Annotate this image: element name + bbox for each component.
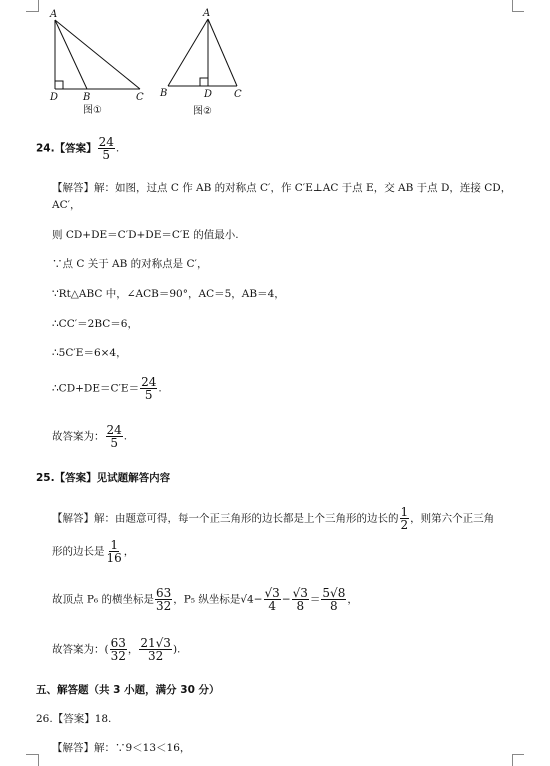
figure-2 bbox=[168, 19, 237, 86]
fig2-label-c: C bbox=[234, 89, 242, 100]
fraction-numerator: √3 bbox=[292, 586, 308, 600]
fraction-denominator: 32 bbox=[148, 649, 164, 663]
fraction-denominator: 2 bbox=[400, 518, 409, 532]
figure-1 bbox=[55, 20, 140, 89]
line-text: 故答案为：( bbox=[52, 643, 109, 656]
q26-solution-line-1: 【解答】解：∵9＜13＜16， bbox=[52, 742, 191, 754]
q24-solution-line-1: 【解答】解：如图，过点 C 作 AB 的对称点 C′，作 C′E⊥AC 于点 E，交 AB 于点 D，连接 CD， bbox=[52, 182, 512, 194]
line-text: 【解答】解：由题意可得，每一个正三角形的边长都是上个三角形的边长的 bbox=[52, 512, 399, 525]
fig1-label-a: A bbox=[50, 9, 58, 20]
q25-line3-fraction-2 bbox=[264, 587, 281, 612]
fraction-numerator: √3 bbox=[264, 586, 280, 600]
q26-answer: 26.【答案】18. bbox=[36, 713, 112, 725]
period: . bbox=[158, 382, 162, 395]
q24-line8-fraction bbox=[140, 376, 157, 401]
q25-solution-line-1 bbox=[52, 506, 494, 531]
separator: ， bbox=[127, 643, 139, 656]
q25-final-fraction-1 bbox=[110, 637, 127, 662]
period: . bbox=[123, 430, 128, 443]
fraction-numerator: 1 bbox=[110, 538, 118, 552]
q24-answer-label: 24.【答案】 bbox=[36, 142, 97, 155]
fig2-caption: 图② bbox=[193, 106, 212, 117]
fraction-numerator: 63 bbox=[155, 586, 172, 600]
fig1-label-d: D bbox=[50, 92, 59, 103]
q24-answer bbox=[36, 136, 119, 161]
fraction-denominator: 8 bbox=[296, 599, 305, 613]
sqrt-expression: √4− bbox=[240, 593, 263, 606]
fig2-label-b: B bbox=[160, 88, 168, 99]
q25-final-answer bbox=[52, 637, 180, 662]
fraction-denominator: 32 bbox=[110, 649, 126, 663]
q24-solution-line-7: ∴5C′E＝6×4， bbox=[52, 347, 127, 359]
q25-answer: 25.【答案】见试题解答内容 bbox=[36, 472, 171, 484]
q25-line3-fraction bbox=[155, 587, 172, 612]
fig2-label-d: D bbox=[204, 89, 213, 100]
line-text: 故顶点 P₆ 的横坐标是 bbox=[52, 593, 154, 606]
line-text: ，则第六个正三角 bbox=[410, 512, 495, 525]
line-text: ，P₅ 纵坐标是 bbox=[173, 593, 241, 606]
fraction-numerator: 21√3 bbox=[140, 636, 171, 650]
q24-solution-line-8 bbox=[52, 376, 162, 401]
fraction-denominator: 4 bbox=[268, 599, 276, 613]
q25-line1-fraction bbox=[400, 506, 410, 531]
fraction-numerator: 24 bbox=[141, 375, 157, 389]
line-text: 故答案为： bbox=[52, 430, 105, 443]
q24-final-fraction bbox=[106, 424, 123, 449]
line-text: 形的边长是 bbox=[52, 545, 105, 558]
fig1-label-b: B bbox=[83, 92, 91, 103]
fraction-numerator: 63 bbox=[110, 636, 126, 650]
fraction-denominator: 32 bbox=[155, 599, 172, 613]
crop-mark bbox=[26, 754, 38, 755]
q25-solution-line-2 bbox=[52, 539, 134, 564]
fraction-denominator: 5 bbox=[144, 388, 153, 402]
line-text: ∴CD+DE＝C′E＝ bbox=[52, 382, 140, 395]
q25-line2-fraction bbox=[106, 539, 123, 564]
crop-mark bbox=[512, 754, 524, 755]
q25-solution-line-3 bbox=[52, 587, 358, 612]
minus-sign: − bbox=[281, 593, 291, 606]
line-text: ). bbox=[172, 643, 181, 656]
q24-solution-line-4: ∵点 C 关于 AB 的对称点是 C′， bbox=[52, 258, 208, 270]
section-5-heading: 五、解答题（共 3 小题，满分 30 分） bbox=[36, 684, 220, 696]
q25-line3-fraction-4 bbox=[321, 587, 346, 612]
fraction-denominator: 16 bbox=[106, 551, 122, 565]
fraction-denominator: 5 bbox=[102, 148, 111, 162]
fraction-denominator: 8 bbox=[330, 599, 338, 613]
q24-answer-fraction bbox=[98, 136, 115, 161]
q24-solution-line-2: AC′， bbox=[52, 199, 81, 211]
fig2-label-a: A bbox=[203, 8, 211, 19]
q25-line3-fraction-3 bbox=[292, 587, 309, 612]
period: . bbox=[115, 142, 120, 155]
crop-mark bbox=[38, 754, 39, 766]
fraction-denominator: 5 bbox=[110, 436, 118, 450]
fig1-label-c: C bbox=[136, 92, 144, 103]
equals-sign: ＝ bbox=[309, 593, 321, 606]
fraction-numerator: 5√8 bbox=[322, 586, 346, 600]
q25-final-fraction-2 bbox=[139, 637, 172, 662]
q24-solution-line-6: ∴CC′＝2BC＝6， bbox=[52, 318, 138, 330]
geometry-figures bbox=[0, 0, 550, 125]
q24-final-answer bbox=[52, 424, 127, 449]
q24-solution-line-5: ∵Rt△ABC 中，∠ACB＝90°，AC＝5，AB＝4， bbox=[52, 288, 285, 300]
q24-solution-line-3: 则 CD+DE＝C′D+DE＝C′E 的值最小. bbox=[52, 229, 239, 241]
fraction-numerator: 24 bbox=[106, 423, 122, 437]
crop-mark bbox=[512, 754, 513, 766]
fig1-caption: 图① bbox=[83, 105, 102, 116]
line-text: ， bbox=[123, 545, 135, 558]
fraction-numerator: 1 bbox=[400, 505, 409, 519]
fraction-numerator: 24 bbox=[98, 135, 114, 149]
line-text: ， bbox=[347, 593, 358, 606]
